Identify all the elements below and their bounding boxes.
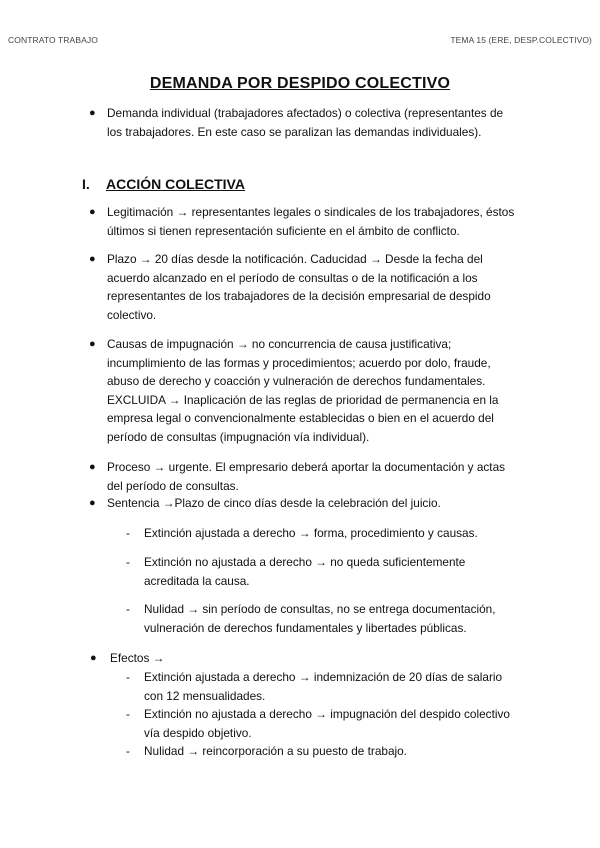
intro-paragraph xyxy=(107,104,527,141)
bullet-icon: ● xyxy=(89,338,96,350)
text-line: vulneración de derechos fundamentales y libertades públicas. xyxy=(144,620,467,635)
sentencia-item xyxy=(144,553,529,590)
text-line: acuerdo alcanzado en el período de consultas o de la notificación a los xyxy=(107,270,478,285)
bullet-icon: ● xyxy=(90,652,97,664)
text-line: representantes de los trabajadores de la decisión empresarial de despido xyxy=(107,289,491,304)
bullet-proceso xyxy=(107,458,527,495)
bullet-icon: ● xyxy=(89,206,96,218)
bullet-causas-impugnacion xyxy=(107,335,527,447)
dash-icon: - xyxy=(126,707,130,721)
dash-icon: - xyxy=(126,670,130,684)
text-line: Extinción no ajustada a derecho → no queda suficientemente xyxy=(144,555,466,569)
section-title: ACCIÓN COLECTIVA xyxy=(106,176,245,192)
text-line: Causas de impugnación → no concurrencia de causa justificativa; xyxy=(107,337,452,351)
text-line: los trabajadores. En este caso se paralizan las demandas individuales). xyxy=(107,124,482,139)
section-number: I. xyxy=(82,176,90,192)
bullet-sentencia xyxy=(107,494,527,513)
efectos-item xyxy=(144,668,529,705)
efectos-item xyxy=(144,742,529,761)
text-line: abuso de derecho y coacción y vulneración de derechos fundamentales. xyxy=(107,374,486,389)
dash-icon: - xyxy=(126,555,130,569)
dash-icon: - xyxy=(126,744,130,758)
text-line: Extinción ajustada a derecho → forma, procedimiento y causas. xyxy=(144,526,478,540)
bullet-icon: ● xyxy=(89,461,96,473)
text-line: Sentencia →Plazo de cinco días desde la celebración del juicio. xyxy=(107,496,441,510)
text-line: últimos si tienen representación suficiente en el ámbito de conflicto. xyxy=(107,223,460,238)
text-line: período de consultas (impugnación vía individual). xyxy=(107,429,370,444)
bullet-icon: ● xyxy=(89,253,96,265)
bullet-icon: ● xyxy=(89,497,96,509)
efectos-item xyxy=(144,705,529,742)
text-line: Legitimación → representantes legales o sindicales de los trabajadores, éstos xyxy=(107,205,515,219)
text-line: con 12 mensualidades. xyxy=(144,688,266,703)
dash-icon: - xyxy=(126,602,130,616)
sentencia-item xyxy=(144,600,529,637)
text-line: Proceso → urgente. El empresario deberá aportar la documentación y actas xyxy=(107,460,506,474)
efectos-label: Efectos → xyxy=(110,651,165,665)
text-line: Plazo → 20 días desde la notificación. Caducidad → Desde la fecha del xyxy=(107,252,483,266)
text-line: Extinción no ajustada a derecho → impugnación del despido colectivo xyxy=(144,707,510,721)
header-left: CONTRATO TRABAJO xyxy=(8,35,98,45)
text-line: vía despido objetivo. xyxy=(144,725,252,740)
text-line: acreditada la causa. xyxy=(144,573,250,588)
text-line: Nulidad → reincorporación a su puesto de trabajo. xyxy=(144,744,407,758)
text-line: Demanda individual (trabajadores afectados) o colectiva (representantes de xyxy=(107,106,504,120)
text-line: Nulidad → sin período de consultas, no se entrega documentación, xyxy=(144,602,496,616)
text-line: empresa legal o convencionalmente establecidas o bien en el acuerdo del xyxy=(107,411,494,426)
header-right: TEMA 15 (ERE, DESP.COLECTIVO) xyxy=(450,35,592,45)
text-line: EXCLUIDA → Inaplicación de las reglas de prioridad de permanencia en la xyxy=(107,392,499,407)
text-line: del período de consultas. xyxy=(107,478,239,493)
text-line: colectivo. xyxy=(107,307,157,322)
dash-icon: - xyxy=(126,526,130,540)
bullet-plazo xyxy=(107,250,527,324)
sentencia-item xyxy=(144,524,529,543)
text-line: Extinción ajustada a derecho → indemnización de 20 días de salario xyxy=(144,670,503,684)
bullet-icon: ● xyxy=(89,107,96,119)
text-line: incumplimiento de las formas y procedimientos; acuerdo por dolo, fraude, xyxy=(107,355,491,370)
page-title: DEMANDA POR DESPIDO COLECTIVO xyxy=(149,75,451,92)
bullet-legitimacion xyxy=(107,203,527,240)
